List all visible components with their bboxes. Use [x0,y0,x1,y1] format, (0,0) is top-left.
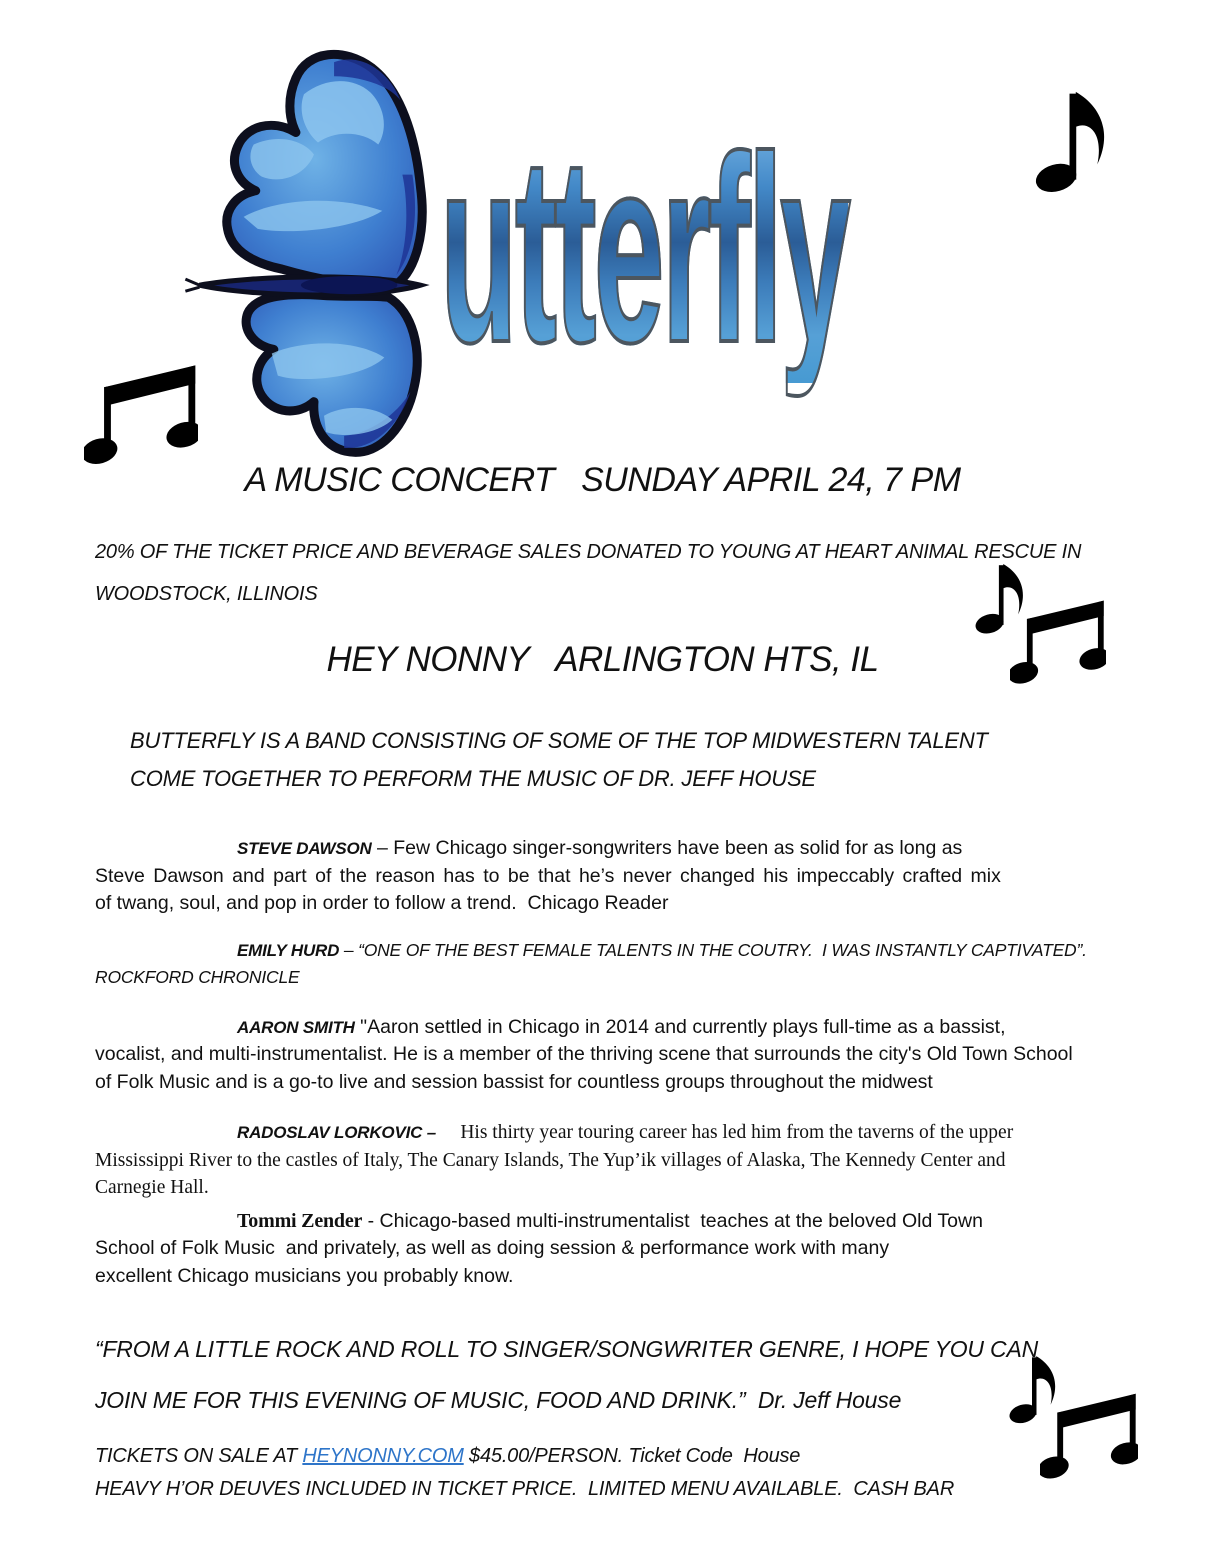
artist-text: "Aaron settled in Chicago in 2014 and currently plays full-time as a bassist, [354,1015,1006,1038]
artist-text: – “ONE OF THE BEST FEMALE TALENTS IN THE COUTRY. I WAS INSTANTLY CAPTIVATED”. [339,939,1087,960]
artist-descriptions [95,835,1105,1310]
artist-paragraph-aaron-smith [95,1014,1105,1097]
donation-line-2: WOODSTOCK, ILLINOIS [95,583,318,605]
eighth-note-icon [1033,82,1115,194]
logo-wordmark: utterfly [440,102,849,398]
tickets-line-1 [95,1440,954,1473]
artist-paragraph-tommi-zender [95,1208,1105,1291]
artist-text: of Folk Music and is a go-to live and session bassist for countless groups throughout the midwest [95,1070,933,1093]
artist-text: ROCKFORD CHRONICLE [95,967,300,987]
artist-name: EMILY HURD [237,940,340,960]
artist-text: vocalist, and multi-instrumentalist. He is a member of the thriving scene that surrounds the city's Old Town School [95,1043,1073,1065]
donation-note [95,531,1081,615]
artist-text: Mississippi River to the castles of Italy, The Canary Islands, The Yup’ik villages of Alaska, The Kennedy Center and [95,1149,1006,1171]
tickets-line-2: HEAVY H’OR DEUVES INCLUDED IN TICKET PRICE. LIMITED MENU AVAILABLE. CASH BAR [95,1478,955,1500]
artist-text: Carnegie Hall. [95,1177,209,1198]
tickets-prefix: TICKETS ON SALE AT [95,1445,303,1467]
quote-line-2: JOIN ME FOR THIS EVENING OF MUSIC, FOOD AND DRINK.” Dr. Jeff House [95,1387,902,1413]
butterfly-icon [183,34,455,466]
tickets-info [95,1440,954,1506]
concert-title: A MUSIC CONCERT SUNDAY APRIL 24, 7 PM [244,461,961,499]
band-intro-line-2: COME TOGETHER TO PERFORM THE MUSIC OF DR. JEFF HOUSE [130,766,816,791]
artist-name: STEVE DAWSON [237,839,372,858]
artist-paragraph-steve-dawson [95,835,1105,918]
band-intro-line-1: BUTTERFLY IS A BAND CONSISTING OF SOME OF THE TOP MIDWESTERN TALENT [130,728,988,753]
artist-text: School of Folk Music and privately, as well as doing session & performance work with many [95,1237,890,1259]
band-intro [130,722,988,798]
heynonny-link[interactable]: HEYNONNY.COM [302,1445,464,1467]
artist-text: His thirty year touring career has led him from the taverns of the upper [435,1122,1014,1143]
artist-text: of twang, soul, and pop in order to follow a trend. Chicago Reader [95,892,669,914]
artist-paragraph-emily-hurd [95,937,1105,992]
tickets-suffix: $45.00/PERSON. Ticket Code House [463,1445,801,1467]
artist-text: – Few Chicago singer-songwriters have been as solid for as long as [371,837,963,859]
artist-text: excellent Chicago musicians you probably know. [95,1264,514,1287]
beamed-notes-icon [1040,1382,1138,1484]
venue-line: HEY NONNY ARLINGTON HTS, IL [326,640,879,679]
quote-line-1: “FROM A LITTLE ROCK AND ROLL TO SINGER/SONGWRITER GENRE, I HOPE YOU CAN [95,1336,1038,1362]
artist-text: Steve Dawson and part of the reason has to be that he’s never changed his impeccably crafted mix [95,864,1001,887]
artist-name: Tommi Zender [237,1209,363,1232]
donation-line-1: 20% OF THE TICKET PRICE AND BEVERAGE SALES DONATED TO YOUNG AT HEART ANIMAL RESCUE IN [95,541,1082,563]
artist-name: AARON SMITH [237,1017,355,1037]
artist-text: - Chicago-based multi-instrumentalist teaches at the beloved Old Town [362,1209,983,1232]
artist-paragraph-radoslav-lorkovic [95,1119,1105,1202]
beamed-notes-icon [84,354,198,468]
jeff-house-quote [95,1324,1038,1426]
artist-name: RADOSLAV LORKOVIC – [237,1123,436,1142]
